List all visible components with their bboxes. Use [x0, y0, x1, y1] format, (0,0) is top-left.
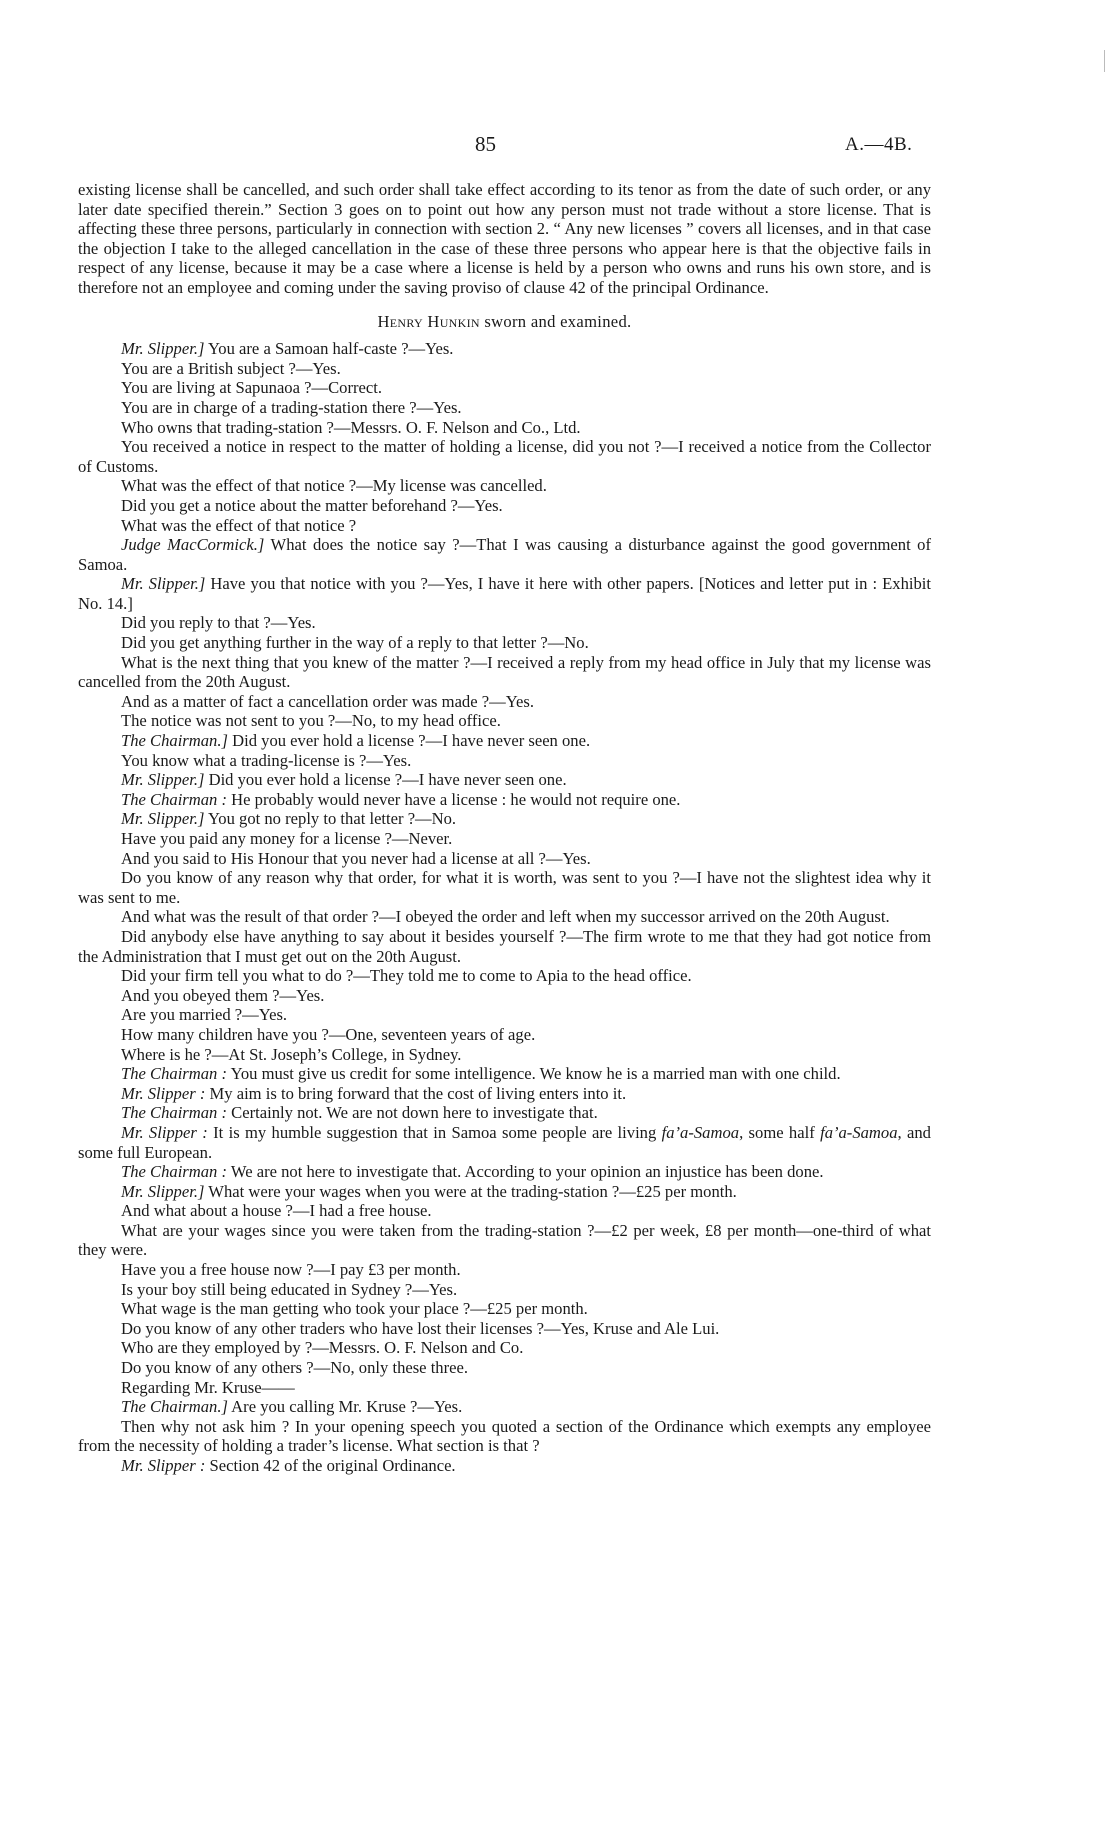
faa-samoa-term: fa’a-Samoa — [820, 1122, 898, 1142]
line-text: Are you calling Mr. Kruse ?—Yes. — [227, 1397, 463, 1417]
line-text: You are a Samoan half-caste ?—Yes. — [204, 339, 454, 359]
testimony-line — [78, 868, 931, 907]
testimony-line — [78, 1064, 931, 1084]
intro-paragraph: existing license shall be cancelled, and such order shall take effect according to its tenor as from the date of such order, or any later date specified therein.” Section 3 goes on to point out how any person must not trade without a store license. That is affecting these three persons, particularly in connection with section 2. “ Any new licenses ” covers all licenses, and in that case the objection I take to the alleged cancellation in the case of these three persons who appear here is that the objective fails in respect of any license, because it may be a case where a license is held by a person who owns and runs his own store, and is therefore not an employee and coming under the saving proviso of clause 42 of the principal Ordinance. — [78, 180, 931, 297]
line-text: Where is he ?—At St. Joseph’s College, in Sydney. — [121, 1044, 462, 1064]
testimony-line — [78, 907, 931, 927]
testimony-line — [78, 437, 931, 476]
speaker-label: Mr. Slipper.] — [121, 339, 205, 359]
speaker-label: Mr. Slipper : — [121, 1456, 206, 1475]
line-text: The notice was not sent to you ?—No, to my head office. — [121, 711, 501, 731]
document-reference: A.—4B. — [845, 134, 913, 155]
testimony-line — [78, 849, 931, 869]
testimony-line — [78, 398, 931, 418]
testimony-line — [78, 613, 931, 633]
line-text: And you said to His Honour that you never had a license at all ?—Yes. — [121, 848, 591, 868]
page-number: 85 — [475, 132, 496, 156]
witness-heading-rest: sworn and examined. — [484, 311, 632, 331]
testimony-line — [78, 1338, 931, 1358]
testimony-line — [78, 418, 931, 438]
speaker-label: Mr. Slipper : — [121, 1083, 206, 1103]
testimony-line — [78, 1378, 931, 1398]
testimony-line — [78, 1182, 931, 1202]
testimony-line — [78, 339, 931, 359]
testimony-line — [78, 1456, 931, 1476]
testimony-line — [78, 731, 931, 751]
line-text: My aim is to bring forward that the cost of living enters into it. — [205, 1083, 627, 1103]
testimony-line — [78, 809, 931, 829]
line-text: Section 42 of the original Ordinance. — [205, 1456, 456, 1475]
line-text: Do you know of any reason why that order, for what it is worth, was sent to you ?—I have not the slightest idea why it was sent to me. — [78, 868, 931, 907]
line-text: Did anybody else have anything to say about it besides yourself ?—The firm wrote to me that they had got notice from the Administration that I must get out on the 20th August. — [78, 926, 931, 966]
line-text: Regarding Mr. Kruse—— — [121, 1377, 295, 1397]
line-text: Did you ever hold a license ?—I have never seen one. — [204, 770, 567, 790]
testimony-line — [78, 711, 931, 731]
testimony-line — [78, 1025, 931, 1045]
line-text: Have you paid any money for a license ?—Never. — [121, 829, 453, 848]
line-text: Then why not ask him ? In your opening speech you quoted a section of the Ordinance which exempts any employee from the necessity of holding a trader’s license. What section is that ? — [78, 1416, 931, 1456]
line-text: You received a notice in respect to the matter of holding a license, did you not ?—I received a notice from the Collector of Customs. — [78, 437, 931, 476]
witness-heading — [78, 312, 931, 332]
line-text: Did you get a notice about the matter beforehand ?—Yes. — [121, 495, 503, 515]
speaker-label: Mr. Slipper.] — [121, 1181, 205, 1201]
testimony-line — [78, 359, 931, 379]
testimony-line — [78, 1201, 931, 1221]
testimony-line — [78, 1299, 931, 1319]
testimony-line — [78, 574, 931, 613]
testimony-line — [78, 1260, 931, 1280]
testimony-line — [78, 516, 931, 536]
line-text: You are a British subject ?—Yes. — [121, 358, 341, 378]
testimony-line — [78, 986, 931, 1006]
line-text: You are living at Sapunaoa ?—Correct. — [121, 378, 382, 398]
testimony-line — [78, 653, 931, 692]
line-text: Who are they employed by ?—Messrs. O. F. Nelson and Co. — [121, 1338, 524, 1358]
testimony-line — [78, 1162, 931, 1182]
line-text: Did you get anything further in the way of a reply to that letter ?—No. — [121, 633, 589, 653]
testimony-line — [78, 829, 931, 849]
line-text: Have you a free house now ?—I pay £3 per month. — [121, 1260, 461, 1280]
line-text: What wage is the man getting who took your place ?—£25 per month. — [121, 1299, 588, 1319]
testimony-line — [78, 1397, 931, 1417]
speaker-label: The Chairman : — [121, 789, 228, 809]
line-text: What are your wages since you were taken from the trading-station ?—£2 per week, £8 per month—one-third of what they were. — [78, 1220, 931, 1260]
testimony-line — [78, 1358, 931, 1378]
testimony-line — [78, 476, 931, 496]
speaker-label: The Chairman.] — [121, 731, 228, 751]
line-text: Did you reply to that ?—Yes. — [121, 613, 316, 633]
speaker-label: Mr. Slipper.] — [121, 770, 205, 790]
line-text: What were your wages when you were at the trading-station ?—£25 per month. — [204, 1181, 737, 1201]
witness-name: Henry Hunkin — [377, 311, 480, 331]
testimony-line — [78, 790, 931, 810]
testimony-line — [78, 1123, 931, 1162]
line-text: He probably would never have a license : he would not require one. — [227, 789, 681, 809]
testimony-line — [78, 1103, 931, 1123]
testimony-line — [78, 1417, 931, 1456]
line-text: Are you married ?—Yes. — [121, 1005, 288, 1025]
faa-samoa-term: fa’a-Samoa — [661, 1122, 740, 1142]
line-text: And you obeyed them ?—Yes. — [121, 985, 325, 1005]
line-text: , some half — [739, 1122, 821, 1142]
line-text: How many children have you ?—One, seventeen years of age. — [121, 1024, 536, 1044]
speaker-label: Mr. Slipper.] — [121, 809, 205, 829]
speaker-label: Judge MacCormick.] — [121, 535, 265, 555]
line-text: And as a matter of fact a cancellation order was made ?—Yes. — [121, 691, 534, 711]
line-text: What was the effect of that notice ?—My license was cancelled. — [121, 476, 547, 496]
testimony-line — [78, 633, 931, 653]
line-text: Have you that notice with you ?—Yes, I have it here with other papers. [Notices and letter put in : Exhibit No. 14.] — [78, 574, 932, 613]
speaker-label: The Chairman : — [121, 1103, 228, 1123]
line-text: You must give us credit for some intelligence. We know he is a married man with one child. — [227, 1064, 841, 1084]
line-text: What does the notice say ?—That I was causing a disturbance against the good government of Samoa. — [78, 535, 931, 574]
testimony-line — [78, 378, 931, 398]
line-text: And what was the result of that order ?—I obeyed the order and left when my successor arrived on the 20th August. — [121, 907, 890, 927]
testimony-line — [78, 692, 931, 712]
speaker-label: The Chairman : — [121, 1162, 228, 1182]
speaker-label: The Chairman : — [121, 1064, 228, 1084]
page-header — [0, 132, 1114, 158]
speaker-label: The Chairman.] — [121, 1397, 228, 1417]
line-text: , and some full European. — [78, 1122, 931, 1162]
line-text: Certainly not. We are not down here to investigate that. — [227, 1103, 598, 1123]
line-text: We are not here to investigate that. According to your opinion an injustice has been done. — [227, 1162, 824, 1182]
testimony-line — [78, 927, 931, 966]
line-text: You know what a trading-license is ?—Yes. — [121, 750, 412, 770]
line-text: Do you know of any other traders who have lost their licenses ?—Yes, Kruse and Ale Lui. — [121, 1318, 720, 1338]
speaker-label: Mr. Slipper : — [121, 1122, 208, 1142]
testimony-line — [78, 1045, 931, 1065]
testimony-line — [78, 1084, 931, 1104]
testimony-line — [78, 770, 931, 790]
testimony-line — [78, 751, 931, 771]
document-body — [78, 180, 931, 1476]
line-text: Do you know of any others ?—No, only these three. — [121, 1358, 469, 1378]
testimony-line — [78, 1280, 931, 1300]
line-text: Is your boy still being educated in Sydney ?—Yes. — [121, 1279, 458, 1299]
testimony — [78, 339, 931, 1475]
line-text: You got no reply to that letter ?—No. — [204, 809, 457, 829]
line-text: And what about a house ?—I had a free house. — [121, 1201, 432, 1221]
testimony-line — [78, 966, 931, 986]
testimony-line — [78, 1005, 931, 1025]
line-text: Who owns that trading-station ?—Messrs. O. F. Nelson and Co., Ltd. — [121, 417, 581, 437]
line-text: It is my humble suggestion that in Samoa some people are living — [207, 1122, 662, 1142]
speaker-label: Mr. Slipper.] — [121, 574, 206, 594]
line-text: What is the next thing that you knew of the matter ?—I received a reply from my head office in July that my license was cancelled from the 20th August. — [78, 652, 931, 692]
line-text: Did you ever hold a license ?—I have never seen one. — [227, 731, 591, 751]
margin-mark — [1104, 50, 1105, 72]
line-text: Did your firm tell you what to do ?—They told me to come to Apia to the head office. — [121, 966, 692, 986]
testimony-line — [78, 535, 931, 574]
testimony-line — [78, 1221, 931, 1260]
line-text: What was the effect of that notice ? — [121, 515, 357, 535]
testimony-line — [78, 1319, 931, 1339]
line-text: You are in charge of a trading-station there ?—Yes. — [121, 397, 462, 417]
testimony-line — [78, 496, 931, 516]
